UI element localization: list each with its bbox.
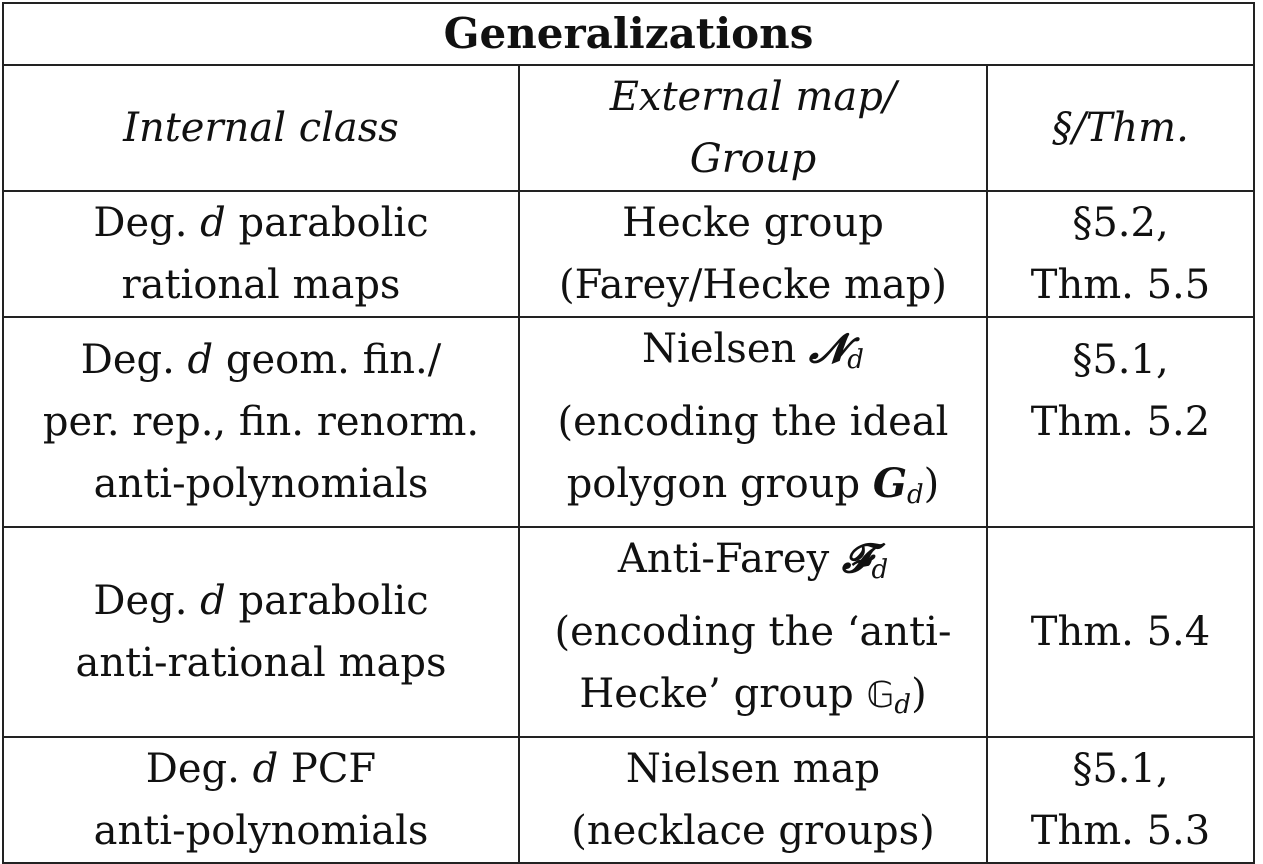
table-row	[3, 317, 1254, 527]
cell-line: §5.2,	[1072, 200, 1169, 246]
cell-line: (encoding the ideal	[557, 399, 949, 445]
nielsen-symbol: 𝓝	[808, 325, 848, 372]
cell-line: Nielsen map	[625, 746, 881, 792]
cell-line: anti-polynomials	[93, 808, 429, 854]
cell-line: anti-polynomials	[93, 461, 429, 507]
cell-line: Nielsen 𝓝$_d$	[642, 325, 864, 375]
cell-line: §5.1,	[1072, 337, 1169, 383]
table-row	[3, 527, 1254, 737]
header-internal-class: Internal class	[3, 65, 519, 191]
cell-line: per. rep., fin. renorm.	[42, 399, 480, 445]
cell-line: Thm. 5.5	[1030, 262, 1211, 308]
cell-line: Hecke group	[622, 200, 884, 246]
generalizations-table-container	[2, 2, 1255, 864]
cell-line: polygon group 𝑮$_d$)	[566, 460, 940, 510]
cell-line: Deg. d parabolic	[93, 200, 429, 246]
table-row	[3, 191, 1254, 317]
cell-internal-class	[3, 317, 519, 527]
header-external-map	[519, 65, 987, 191]
cell-line: Anti-Farey 𝓕$_d$	[617, 535, 889, 585]
cell-external-map	[519, 317, 987, 527]
cell-line: (necklace groups)	[571, 808, 935, 854]
cell-external-map	[519, 527, 987, 737]
cell-line: Thm. 5.2	[1030, 399, 1211, 445]
cell-external-map	[519, 191, 987, 317]
cell-line: §5.1,	[1072, 746, 1169, 792]
cell-line: Deg. d PCF	[145, 746, 377, 792]
cell-line: anti-rational maps	[75, 640, 447, 686]
table-title: Generalizations	[3, 3, 1254, 65]
header-section-theorem: §/Thm.	[987, 65, 1254, 191]
table-row	[3, 737, 1254, 863]
cell-line: (encoding the ‘anti-	[554, 609, 952, 655]
polygon-group-symbol: 𝑮	[872, 460, 908, 507]
header-external-line-1: External map/	[609, 74, 897, 120]
cell-line: Hecke’ group 𝔾$_d$)	[579, 671, 927, 720]
cell-line: Thm. 5.4	[1030, 609, 1211, 655]
cell-section-theorem	[987, 191, 1254, 317]
header-external-line-2: Group	[689, 136, 817, 182]
cell-line: Deg. d parabolic	[93, 578, 429, 624]
cell-section-theorem	[987, 527, 1254, 737]
cell-line: Thm. 5.3	[1030, 808, 1211, 854]
table-header-row	[3, 65, 1254, 191]
cell-internal-class	[3, 527, 519, 737]
cell-internal-class	[3, 191, 519, 317]
anti-farey-symbol: 𝓕	[841, 535, 872, 582]
cell-line	[994, 453, 1247, 515]
cell-line: rational maps	[121, 262, 401, 308]
cell-line: (Farey/Hecke map)	[559, 262, 947, 308]
cell-section-theorem	[987, 737, 1254, 863]
generalizations-table	[2, 2, 1255, 864]
anti-hecke-group-symbol: 𝔾	[866, 675, 895, 716]
cell-section-theorem	[987, 317, 1254, 527]
cell-external-map	[519, 737, 987, 863]
table-title-row	[3, 3, 1254, 65]
cell-line: Deg. d geom. fin./	[80, 337, 442, 383]
cell-internal-class	[3, 737, 519, 863]
